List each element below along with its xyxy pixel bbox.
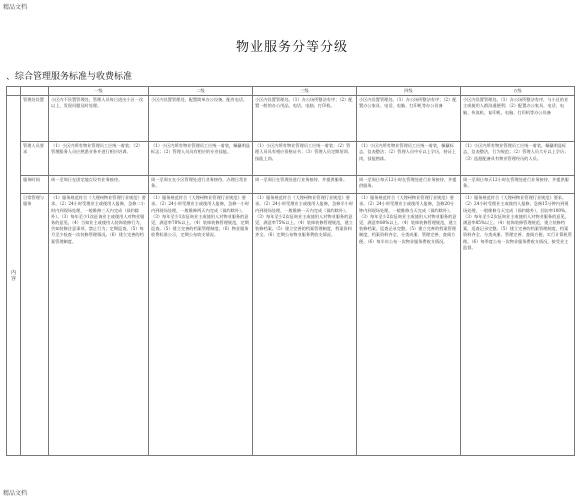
level-header: 三级 [253,87,357,96]
table-row [7,142,575,176]
row-label: 日常管理与服务 [21,194,49,456]
table-cell: 周一至周日在固定地点设有业务接待。 [49,176,149,194]
table-cell: （1）服务规范符合《大理州物业管理行业规范》要求。（2）24小时受理业主或使用人报修，急修20分钟内到现场处理，一般维修当天完成（预约除外）。（3）每年至少2次征询业主或使用人对物业服务的意见，满意率80%以上。（4）装饰装修管理规范，建立装修档案，巡查记录完整。（5）建立完善的档案管理制度，档案资料齐全、分类成册、管理完善、查阅方便。（6）每半年公布一次物业服务费收支情况。 [357,194,461,456]
table-row [7,176,575,194]
table-cell: 小区内设置管理处。（1）办公场所整洁有序，与小区的业主或使用人群沟通便利；（2）配置办公家具、电话、电脑、传真机、复印机、电脑、打印机等办公设备 [461,96,575,142]
level-header: 一级 [49,87,149,96]
table-cell: 小区内设置管理处，配置简单办公设备，配有电话。 [149,96,253,142]
table-cell: 小区内不设置管理处，管理人员每日进出小区一次以上，发现问题及时处理。 [49,96,149,142]
corner-cell [7,87,21,96]
table-cell: （1）小区内所有物业管理员工应统一着装；（2）管理人员具有相应资格证书；（3）管理人员定期培训，技能上岗。 [253,142,357,176]
row-label: 管理人员要求 [21,142,49,176]
table-cell: 小区内设置管理处。（1）办公场所整洁有序；（2）配置一般的办公用品，电话，电脑，打印机。 [253,96,357,142]
content-side-label: 内容 [7,96,21,456]
table-cell: 周一至周五在小区管理处进行业务接待，办理日常业务。 [149,176,253,194]
table-cell: （1）服务规范符合《大理州物业管理行业规范》要求。（2）24小时受理业主或使用人报修，急修二小时内到现场处理，一般维修三天内完成（预约除外）。（3）每年至少1次征询业主或使用人对物业服务的意见。（4）当知业主或使用人装饰装修行为，告知装修注意事项，禁止行为；定期巡查。（5）每月至少检查一次装修管理情况。（6）建立完善的档案管理制度。 [49,194,149,456]
table-cell: （1）小区内所有物业管理员工应统一着装，佩戴明显标志，仪表整洁，行为规范；（2）管理人员大专以上学历；（3）选派配备具有物业管理经历的人员。 [461,142,575,176]
table-header-row [7,87,575,96]
level-header: 五级 [461,87,575,96]
level-header: 四级 [357,87,461,96]
level-header: 二级 [149,87,253,96]
row-label: 管理处设置 [21,96,49,142]
section-heading: 、综合管理服务标准与收费标准 [6,72,133,82]
page-title: 物业服务分等分级 [235,40,348,55]
table-cell: 周一至周日在管理处进行业务接待，并提供服务。 [253,176,357,194]
table-cell: 周一至周日每天12小时在管理处进行业务接待，并提供服务。 [357,176,461,194]
table-cell: （1）小区内所有物业管理员工应统一着装；（2）管理服务人员应熟悉业务并进行相应培训。 [49,142,149,176]
table-cell: （1）小区内所有物业管理员工应统一着装，佩戴标志，仪表整洁；（2）管理人员中专以上学历，持证上岗，技能熟练。 [357,142,461,176]
table-cell: 小区内设置管理处。（1）办公场所整洁有序；（2）配置办公家具、电话、电脑、打印机等办公设备 [357,96,461,142]
page-footer-note: 精品文档 [3,490,28,497]
table-cell: （1）小区内所有物业管理员工应统一着装，佩戴明显标志；（2）管理人员具有相应的专业技能。 [149,142,253,176]
corner-cell [21,87,49,96]
table-row [7,96,575,142]
table-cell: 周一至周日每天12小时在管理处进行业务接待，并提供服务。 [461,176,575,194]
service-standard-table-wrapper [6,86,574,456]
table-cell: （1）服务规范符合《大理州物业管理行业规范》要求。（2）24小时受理业主或使用人报修，急修一小时内到现场处理，一般维修两天内完成（预约除外）。（3）每年至少1次征询业主或使用人对物业服务的意见，满意率70%以上。（4）装饰装修管理规范，定期巡查。（5）建立完善的档案管理制度。（6）物业服务收费标准公示，定期公布收支情况。 [149,194,253,456]
row-label: 服务时间 [21,176,49,194]
table-row [7,194,575,456]
service-standard-table [6,86,575,456]
page-header-note: 精品文档 [3,4,28,11]
table-cell: （1）服务规范符合《大理州物业管理行业规范》要求。（2）24小时受理业主或使用人报修，急修半小时内到现场处理，一般维修一天内完成（预约除外）。（3）每年至少2次征询业主或使用人对物业服务的意见，满意率75%以上。（4）装饰装修管理规范，建立装修档案。（5）建立完善的档案管理制度，档案资料齐全。（6）定期公布物业服务费收支情况。 [253,194,357,456]
table-cell: （1）服务规范符合《大理州物业管理行业规范》要求。（2）24小时受理业主或使用人报修，急修15分钟内到现场处理，一般维修当天完成（预约除外），回访率100%。（3）每年至少2次征询业主或使用人对物业服务的意见，满意率85%以上。（4）装饰装修管理规范，建立装修档案，巡查记录完整。（5）建立完善的档案管理制度，档案资料齐全、分类成册、管理完善、查阅方便，实行计算机管理。（6）每季度公布一次物业服务费收支情况，接受业主监督。 [461,194,575,456]
